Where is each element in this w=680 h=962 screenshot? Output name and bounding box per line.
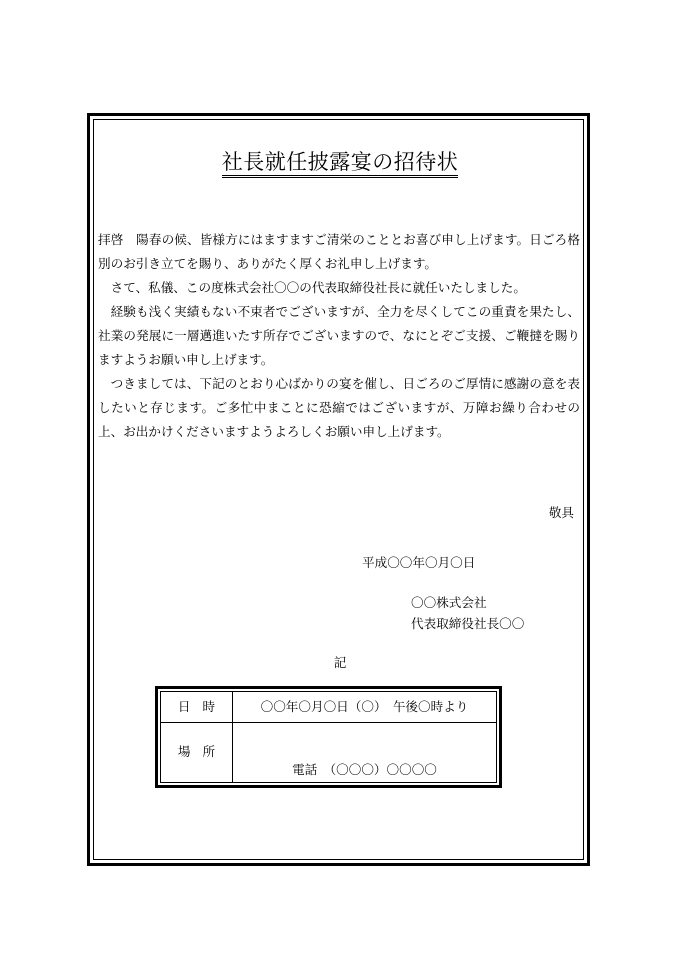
- paragraph-greeting: 拝啓 陽春の候、皆様方にはますますご清栄のこととお喜び申し上げます。日ごろ格別のお引き立てを賜り、ありがたく厚くお礼申し上げます。: [98, 232, 580, 271]
- value-datetime: 〇〇年〇月〇日（〇） 午後〇時より: [260, 699, 469, 714]
- paragraph-invitation: つきましては、下記のとおり心ばかりの宴を催し、日ごろのご厚情に感謝の意を表したいと存じます。ご多忙中まことに恐縮ではございますが、万障お繰り合わせの上、お出かけくださいますようよろしくお願い申し上げます。: [98, 376, 580, 439]
- sender-block: [411, 592, 524, 634]
- paragraph-resolution: 経験も浅く実績もない不束者でございますが、全力を尽くしてこの重責を果たし、社業の発展に一層邁進いたす所存でございますので、なにとぞご支援、ご鞭撻を賜りますようお願い申し上げます。: [98, 304, 580, 367]
- ki-heading: 記: [333, 655, 347, 670]
- document-title: [0, 146, 680, 176]
- paragraph-announcement: さて、私儀、この度株式会社〇〇の代表取締役社長に就任いたしました。: [110, 280, 526, 295]
- letter-body: [98, 228, 580, 444]
- table-row-divider: [161, 722, 496, 723]
- letter-date: 平成〇〇年〇月〇日: [362, 555, 476, 570]
- label-datetime: 日時: [177, 699, 228, 714]
- value-phone: 電話 （〇〇〇）〇〇〇〇: [292, 762, 437, 777]
- sender-title-name: 代表取締役社長〇〇: [411, 616, 525, 631]
- document-title-text: 社長就任披露宴の招待状: [222, 150, 459, 178]
- details-table: [160, 691, 497, 783]
- label-place: 場所: [177, 744, 228, 759]
- closing-keigu: 敬具: [548, 505, 574, 520]
- sender-company: 〇〇株式会社: [411, 595, 487, 610]
